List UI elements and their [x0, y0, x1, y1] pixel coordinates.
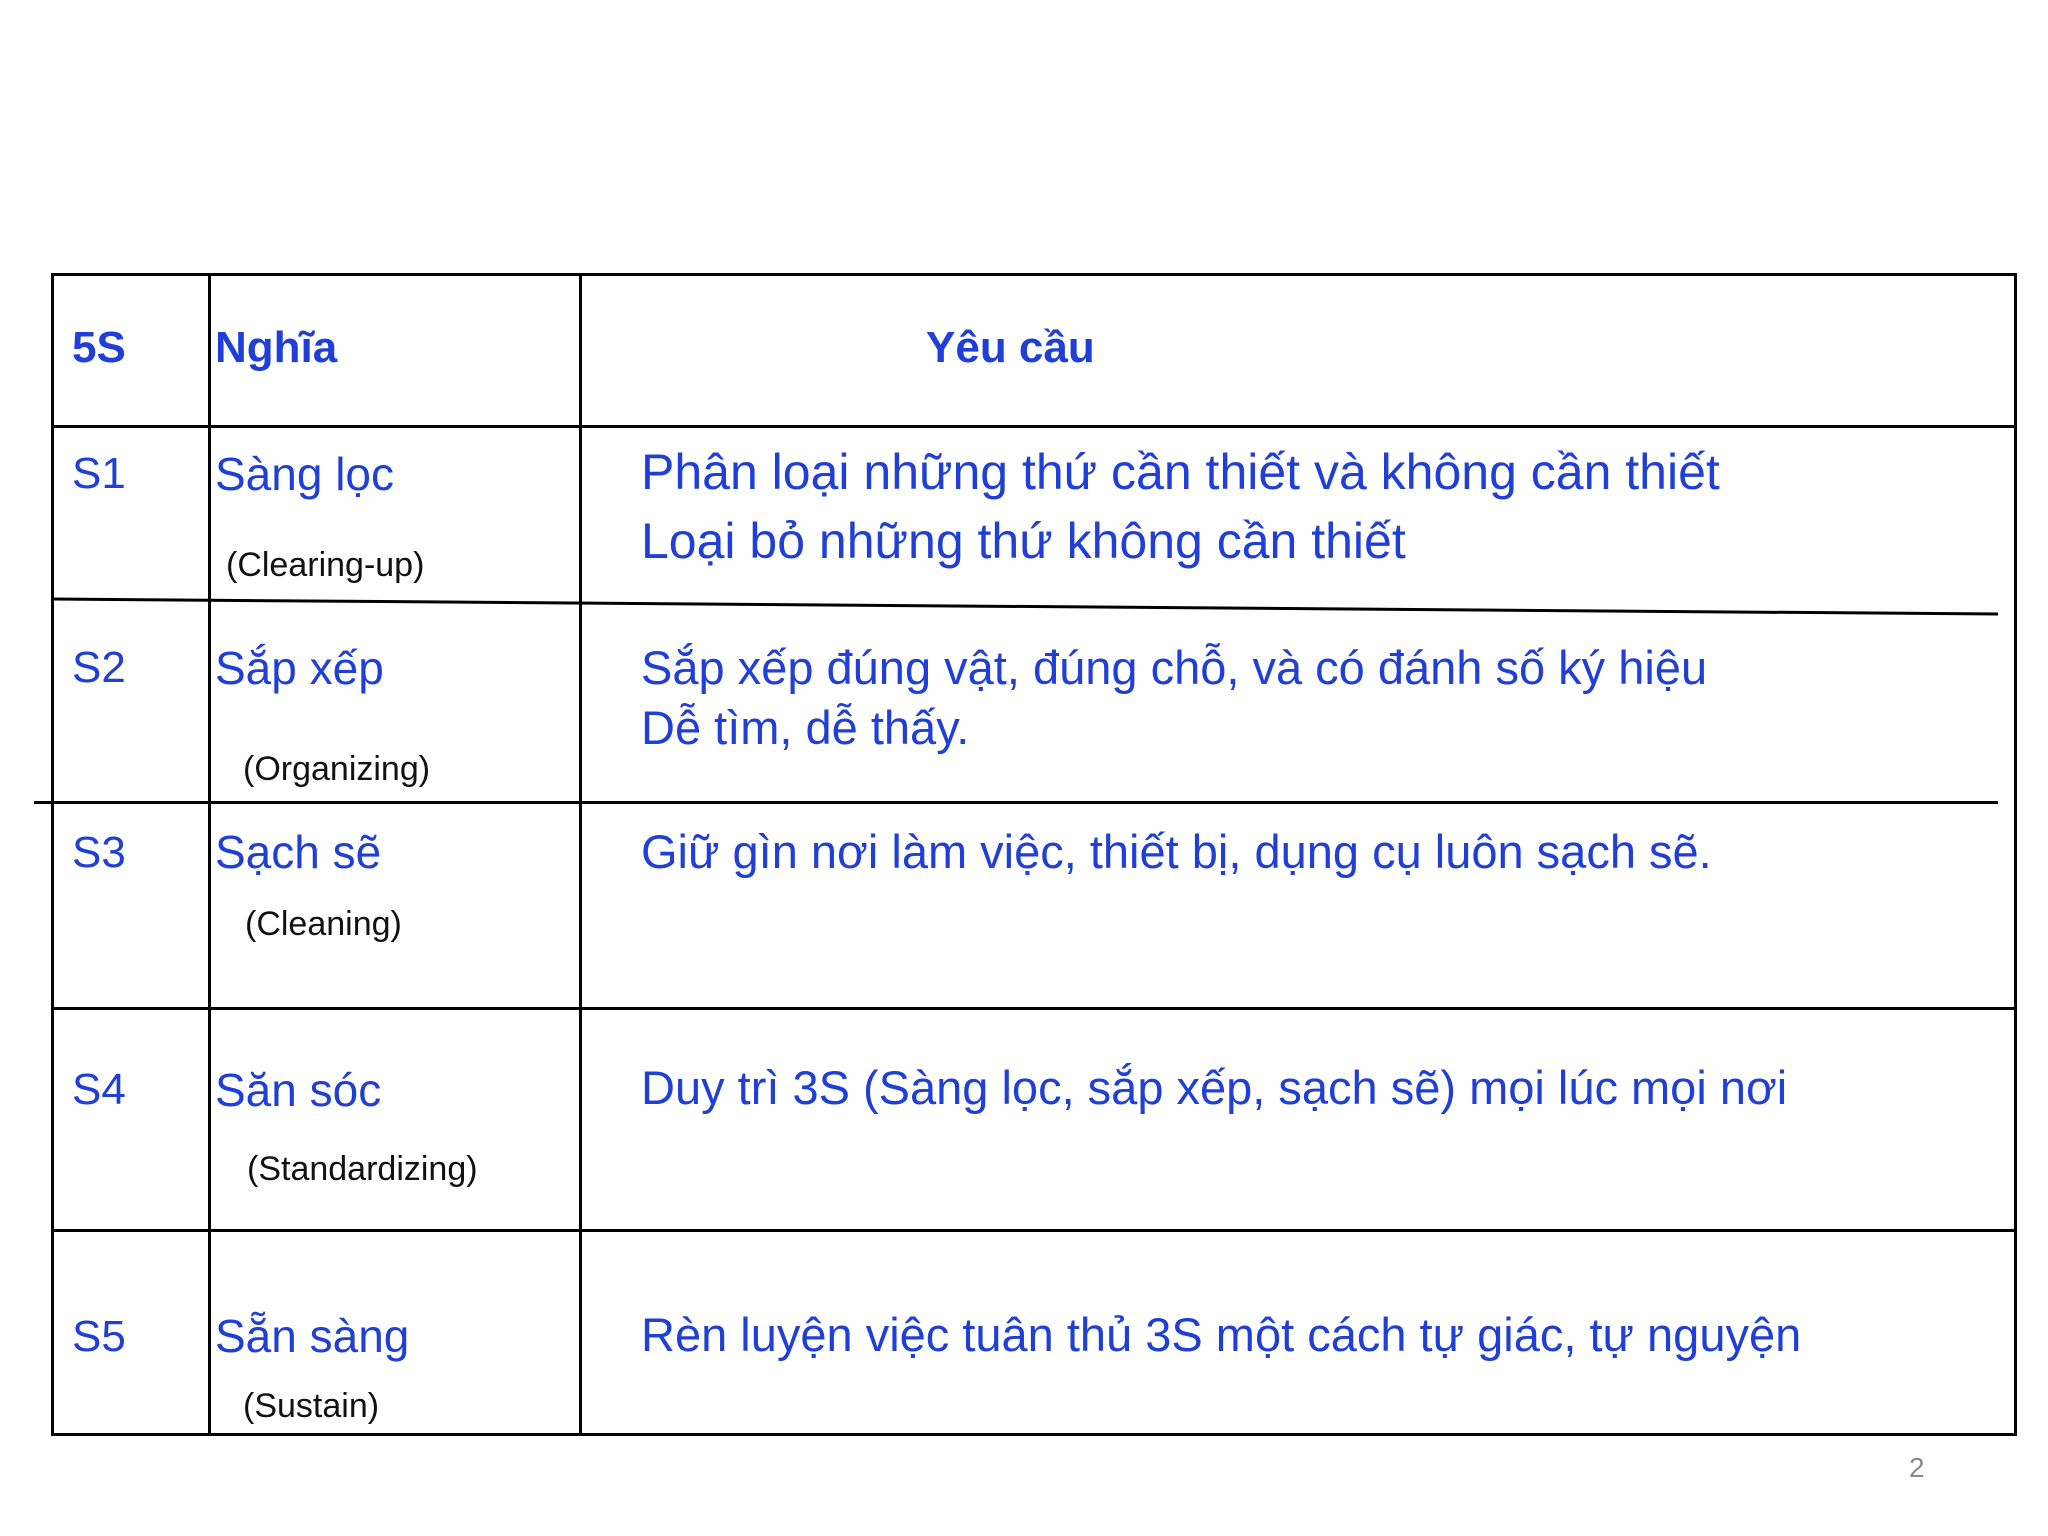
row-s4-name: Săn sóc [215, 1064, 382, 1116]
row-s1-code: S1 [72, 449, 126, 498]
row-s4-code: S4 [72, 1065, 126, 1114]
row-s1-requirement-line1: Phân loại những thứ cần thiết và không cần thiết [641, 444, 1720, 500]
table-border-bottom [51, 1433, 2017, 1436]
row-s4-english: (Standardizing) [247, 1150, 478, 1188]
header-requirement: Yêu cầu [926, 323, 1095, 372]
row-divider-s3-s4 [51, 1007, 2017, 1010]
column-divider-code [208, 273, 211, 1436]
table-border-top [51, 273, 2017, 276]
row-divider-s4-s5 [51, 1229, 2017, 1232]
column-divider-meaning [579, 273, 582, 1436]
row-divider-s2-s3 [34, 801, 1998, 804]
row-s2-english: (Organizing) [243, 750, 431, 788]
row-s2-requirement-line1: Sắp xếp đúng vật, đúng chỗ, và có đánh số ký hiệu [641, 641, 1708, 694]
table-border-left [51, 273, 54, 1436]
row-s2-name: Sắp xếp [215, 642, 384, 694]
table-border-right [2014, 273, 2017, 1436]
page-number: 2 [1909, 1452, 1925, 1483]
row-s1-english: (Clearing-up) [226, 546, 425, 584]
header-divider [51, 425, 2017, 428]
row-s1-requirement-line2: Loại bỏ những thứ không cần thiết [641, 513, 1406, 569]
row-s3-name: Sạch sẽ [215, 826, 382, 878]
row-s3-requirement-line1: Giữ gìn nơi làm việc, thiết bị, dụng cụ luôn sạch sẽ. [641, 825, 1712, 878]
row-s4-requirement-line1: Duy trì 3S (Sàng lọc, sắp xếp, sạch sẽ) mọi lúc mọi nơi [641, 1061, 1788, 1114]
header-5s: 5S [72, 323, 126, 372]
row-s2-requirement-line2: Dễ tìm, dễ thấy. [641, 701, 970, 754]
row-s2-code: S2 [72, 643, 126, 692]
header-meaning: Nghĩa [215, 323, 338, 372]
row-s3-code: S3 [72, 828, 126, 877]
row-s3-english: (Cleaning) [245, 905, 402, 943]
row-s5-requirement-line1: Rèn luyện việc tuân thủ 3S một cách tự giác, tự nguyện [641, 1308, 1802, 1361]
row-s5-english: (Sustain) [243, 1387, 380, 1425]
row-s5-code: S5 [72, 1312, 126, 1361]
row-s1-name: Sàng lọc [215, 448, 395, 500]
row-s5-name: Sẵn sàng [215, 1310, 410, 1362]
